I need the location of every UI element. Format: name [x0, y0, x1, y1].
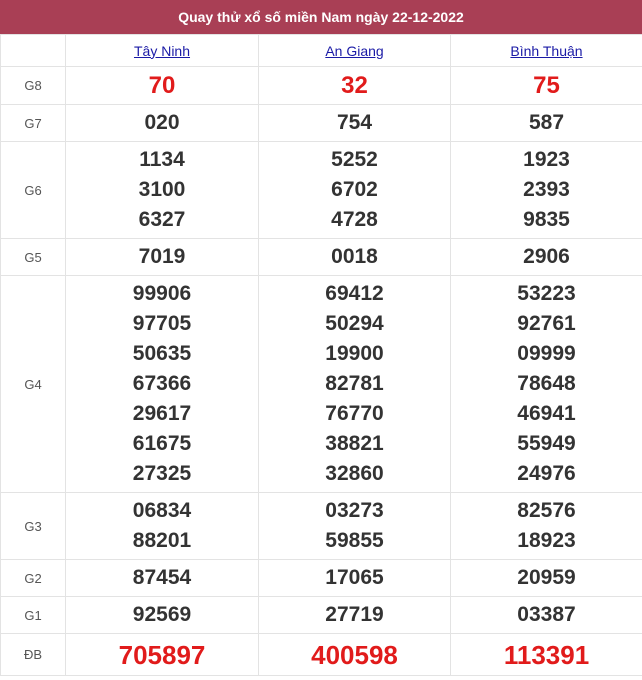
prize-number: 87454 — [132, 566, 192, 589]
prize-number: 17065 — [325, 566, 384, 589]
prize-number: 70 — [148, 71, 176, 99]
prize-number: 0018 — [331, 245, 378, 268]
prize-number: 53223 — [517, 282, 576, 305]
prize-number: 400598 — [311, 639, 398, 670]
province-link-an-giang[interactable]: An Giang — [325, 42, 384, 59]
prize-number: 29617 — [132, 402, 192, 425]
prize-row-g4 — [1, 276, 642, 493]
prize-number: 27325 — [132, 462, 192, 485]
prize-number: 67366 — [132, 372, 192, 395]
prize-number: 1923 — [523, 148, 570, 171]
prize-cell — [259, 142, 451, 239]
prize-row-g3 — [1, 493, 642, 560]
province-header-row — [1, 35, 642, 67]
prize-number: 4728 — [331, 208, 378, 231]
prize-number: 3100 — [138, 178, 186, 201]
prize-number: 75 — [533, 71, 560, 99]
prize-row-g1 — [1, 597, 642, 634]
prize-cell — [259, 597, 451, 634]
prize-number: 6702 — [331, 178, 378, 201]
province-link-binh-thuan[interactable]: Bình Thuận — [510, 42, 583, 59]
prize-number: 03273 — [325, 499, 384, 522]
prize-number: 92569 — [132, 603, 192, 626]
prize-cell — [259, 634, 451, 676]
prize-number: 20959 — [517, 566, 576, 589]
prize-row-g6 — [1, 142, 642, 239]
prize-label: G4 — [1, 276, 66, 493]
prize-label: G2 — [1, 560, 66, 597]
prize-cell — [66, 239, 259, 276]
prize-number: 92761 — [517, 312, 576, 335]
prize-cell — [259, 493, 451, 560]
prize-cell — [66, 493, 259, 560]
prize-cell — [451, 493, 642, 560]
results-title: Quay thử xổ số miền Nam ngày 22-12-2022 — [0, 0, 642, 34]
prize-number: 61675 — [132, 432, 192, 455]
prize-number: 24976 — [517, 462, 576, 485]
prize-number: 27719 — [325, 603, 384, 626]
prize-number: 09999 — [517, 342, 576, 365]
results-table — [0, 34, 642, 676]
prize-number: 2393 — [523, 178, 570, 201]
prize-cell — [259, 560, 451, 597]
prize-number: 113391 — [503, 639, 590, 670]
prize-number: 2906 — [523, 245, 570, 268]
prize-number: 754 — [336, 111, 373, 134]
prize-cell — [451, 560, 642, 597]
prize-label: G6 — [1, 142, 66, 239]
prize-cell — [66, 276, 259, 493]
prize-number: 55949 — [517, 432, 576, 455]
prize-number: 59855 — [325, 529, 384, 552]
prize-number: 82781 — [325, 372, 384, 395]
prize-number: 88201 — [132, 529, 192, 552]
prize-cell — [66, 105, 259, 142]
prize-number: 6327 — [138, 208, 186, 231]
prize-number: 50635 — [132, 342, 192, 365]
prize-label: G8 — [1, 67, 66, 105]
province-header — [451, 35, 642, 67]
prize-cell — [259, 105, 451, 142]
prize-number: 46941 — [517, 402, 576, 425]
prize-number: 76770 — [325, 402, 384, 425]
prize-rows — [1, 67, 642, 676]
prize-number: 7019 — [138, 245, 186, 268]
prize-label: G3 — [1, 493, 66, 560]
prize-row-g2 — [1, 560, 642, 597]
prize-label: ĐB — [1, 634, 66, 676]
prize-number: 32860 — [325, 462, 384, 485]
prize-number: 9835 — [523, 208, 570, 231]
prize-cell — [451, 142, 642, 239]
prize-number: 69412 — [325, 282, 384, 305]
prize-cell — [259, 67, 451, 105]
prize-label: G7 — [1, 105, 66, 142]
prize-cell — [451, 67, 642, 105]
province-header — [66, 35, 259, 67]
prize-cell — [451, 634, 642, 676]
prize-number: 78648 — [517, 372, 576, 395]
prize-cell — [451, 276, 642, 493]
prize-number: 18923 — [517, 529, 576, 552]
prize-label: G1 — [1, 597, 66, 634]
prize-label: G5 — [1, 239, 66, 276]
prize-number: 97705 — [132, 312, 192, 335]
prize-number: 82576 — [517, 499, 576, 522]
prize-cell — [451, 239, 642, 276]
prize-number: 99906 — [132, 282, 192, 305]
prize-cell — [259, 276, 451, 493]
prize-number: 020 — [144, 111, 180, 134]
prize-cell — [66, 67, 259, 105]
prize-cell — [451, 597, 642, 634]
prize-row-g8 — [1, 67, 642, 105]
prize-number: 50294 — [325, 312, 384, 335]
prize-row-g7 — [1, 105, 642, 142]
prize-number: 32 — [341, 71, 368, 99]
prize-number: 06834 — [132, 499, 192, 522]
prize-cell — [259, 239, 451, 276]
prize-row-đb — [1, 634, 642, 676]
prize-row-g5 — [1, 239, 642, 276]
prize-number: 587 — [528, 111, 565, 134]
prize-number: 1134 — [139, 148, 185, 171]
prize-number: 19900 — [325, 342, 384, 365]
prize-cell — [66, 634, 259, 676]
province-header — [259, 35, 451, 67]
corner-cell — [1, 35, 66, 67]
province-link-tay-ninh[interactable]: Tây Ninh — [133, 42, 191, 59]
prize-number: 705897 — [118, 639, 206, 670]
prize-number: 5252 — [331, 148, 378, 171]
prize-cell — [66, 597, 259, 634]
prize-cell — [66, 142, 259, 239]
prize-cell — [66, 560, 259, 597]
prize-cell — [451, 105, 642, 142]
prize-number: 38821 — [325, 432, 384, 455]
prize-number: 03387 — [517, 603, 576, 626]
